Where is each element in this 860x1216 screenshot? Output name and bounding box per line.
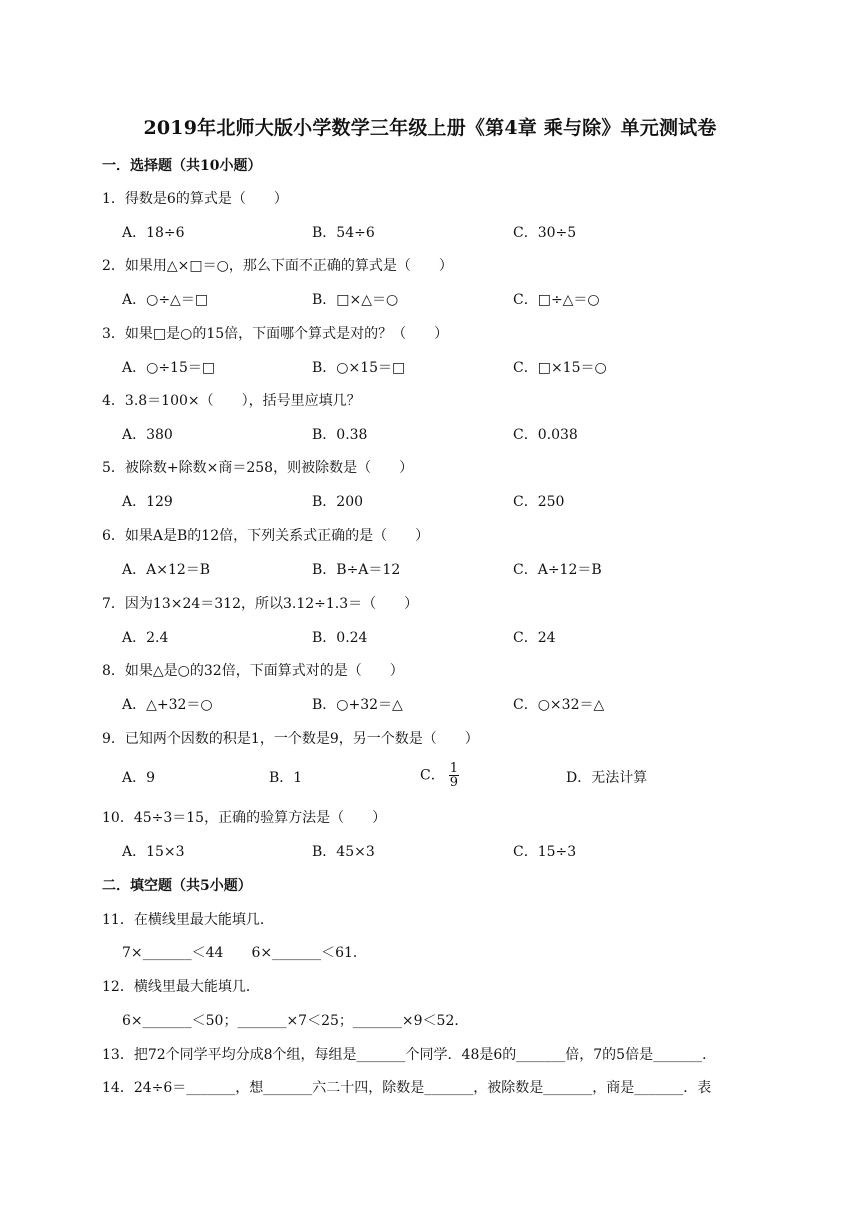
option-a: A．2.4 [122, 630, 169, 646]
question-stem: 9．已知两个因数的积是1，一个数是9，另一个数是（ ） [102, 731, 479, 747]
option-c: C．○×32＝△ [513, 697, 605, 713]
option-b: B．0.24 [312, 630, 368, 646]
option-b: B．○×15＝□ [312, 360, 406, 376]
question-stem: 5．被除数+除数×商＝258，则被除数是（ ） [102, 460, 414, 476]
option-b: B．1 [269, 770, 303, 786]
option-c-label: C． [420, 767, 445, 784]
option-a: A．○÷15＝□ [122, 360, 216, 376]
option-a: A．380 [122, 427, 173, 443]
question-stem: 6．如果A是B的12倍，下列关系式正确的是（ ） [102, 528, 430, 544]
fraction-one-ninth [449, 762, 459, 789]
option-a: A．15×3 [122, 844, 185, 860]
option-d: D．无法计算 [566, 770, 648, 786]
option-c: C．30÷5 [513, 225, 577, 241]
option-a: A．9 [122, 770, 156, 786]
option-b: B．45×3 [312, 844, 375, 860]
question-stem: 11．在横线里最大能填几． [102, 912, 274, 928]
option-a: A．○÷△＝□ [122, 292, 209, 308]
option-c: C．□÷△＝○ [513, 292, 600, 308]
question-stem: 2．如果用△×□＝○，那么下面不正确的算式是（ ） [102, 258, 453, 274]
option-c: C．250 [513, 494, 565, 510]
question-stem: 13．把72个同学平均分成8个组，每组是_______个同学．48是6的_______倍，7的5倍是_______． [102, 1047, 717, 1063]
section-choice-heading: 一．选择题（共10小题） [102, 158, 262, 174]
option-c [420, 762, 459, 789]
fraction-denominator: 9 [449, 775, 458, 790]
option-c: C．0.038 [513, 427, 578, 443]
question-stem: 1．得数是6的算式是（ ） [102, 191, 288, 207]
option-c: C．A÷12＝B [513, 562, 602, 578]
question-stem: 14．24÷6＝_______，想_______六二十四，除数是_______，被除数是_______，商是_______．表 [102, 1080, 712, 1096]
section-fill-heading: 二．填空题（共5小题） [102, 878, 252, 894]
option-a: A．18÷6 [122, 225, 185, 241]
option-c: C．□×15＝○ [513, 360, 607, 376]
option-c: C．24 [513, 630, 556, 646]
question-stem: 3．如果□是○的15倍，下面哪个算式是对的？（ ） [102, 326, 449, 342]
option-a: A．A×12＝B [122, 562, 211, 578]
fill-line: 6×_______＜50；_______×7＜25；_______×9＜52． [122, 1013, 469, 1029]
option-b: B．○+32＝△ [312, 697, 403, 713]
option-b: B．200 [312, 494, 364, 510]
option-a: A．129 [122, 494, 173, 510]
question-stem: 10．45÷3＝15，正确的验算方法是（ ） [102, 810, 387, 826]
question-stem: 8．如果△是○的32倍，下面算式对的是（ ） [102, 663, 404, 679]
option-c: C．15÷3 [513, 844, 577, 860]
question-stem: 4．3.8＝100×（ ），括号里应填几？ [102, 393, 361, 409]
option-b: B．□×△＝○ [312, 292, 399, 308]
question-stem: 12．横线里最大能填几． [102, 979, 260, 995]
option-a: A．△+32＝○ [122, 697, 213, 713]
fill-line: 7×_______＜44 6×_______＜61． [122, 945, 367, 961]
option-b: B．0.38 [312, 427, 368, 443]
fraction-numerator: 1 [449, 761, 458, 776]
option-b: B．54÷6 [312, 225, 375, 241]
question-stem: 7．因为13×24＝312，所以3.12÷1.3＝（ ） [102, 596, 419, 612]
option-b: B．B÷A＝12 [312, 562, 401, 578]
page-title: 2019年北师大版小学数学三年级上册《第4章 乘与除》单元测试卷 [143, 117, 717, 139]
